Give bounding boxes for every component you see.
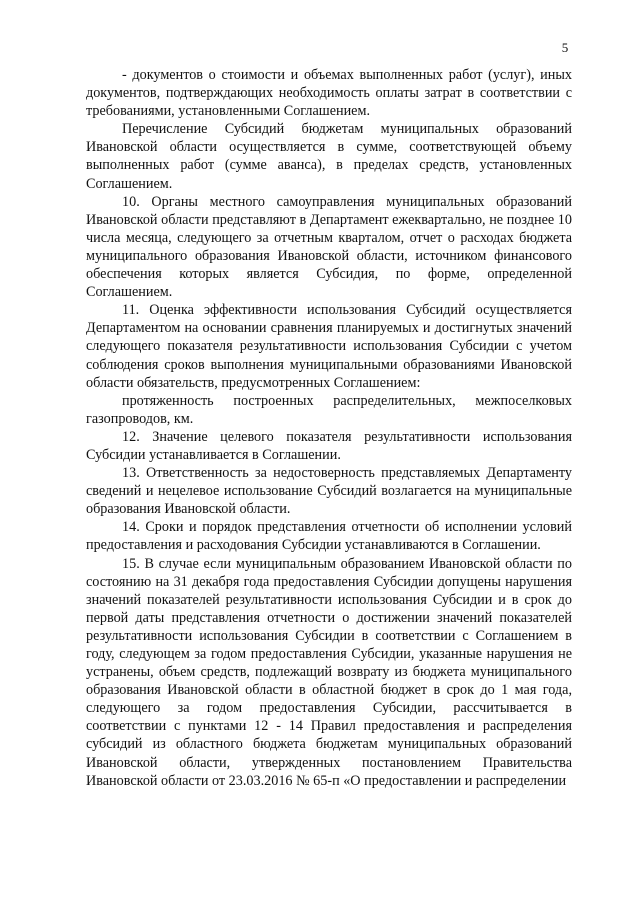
- paragraph-subsidy-transfer: Перечисление Субсидий бюджетам муниципальных образований Ивановской области осуществляется в сумме, соответствующей объему выполненных работ (сумме аванса), в пределах средств, установленных Соглашением.: [86, 121, 572, 192]
- paragraph-indicator: протяженность построенных распределительных, межпоселковых газопроводов, км.: [86, 392, 572, 427]
- paragraph-13-responsibility: 13. Ответственность за недостоверность представляемых Департаменту сведений и нецелевое использование Субсидий возлагается на муниципальные образования Ивановской области.: [86, 465, 572, 518]
- document-body: [86, 66, 572, 790]
- paragraph-15-violations: 15. В случае если муниципальным образованием Ивановской области по состоянию на 31 декабря года предоставления Субсидии допущены нарушения значений показателей результативности использования Субсидии и в срок до первой даты представления отчетности о достижении значений показателей результативности использования Субсидии в соответствии с Соглашением в году, следующем за годом предоставления Субсидии, указанные нарушения не устранены, объем средств, подлежащий возврату из бюджета муниципального образования Ивановской области в областной бюджет в срок до 1 мая года, следующего за годом предоставления Субсидии, рассчитывается в соответствии с пунктами 12 - 14 Правил предоставления и распределения субсидий из областного бюджета бюджетам муниципальных образований Ивановской области, утвержденных постановлением Правительства Ивановской области от 23.03.2016 № 65-п «О предоставлении и распределении: [86, 555, 572, 789]
- paragraph-12-target-value: 12. Значение целевого показателя результативности использования Субсидии устанавливается в Соглашении.: [86, 428, 572, 463]
- page-number: 5: [561, 40, 569, 55]
- paragraph-10-reporting: 10. Органы местного самоуправления муниципальных образований Ивановской области представляют в Департамент ежеквартально, не позднее 10 числа месяца, следующего за отчетным кварталом, отчет о расходах бюджета муниципального образования Ивановской области, источником финансового обеспечения которых является Субсидия, по форме, определенной Соглашением.: [86, 193, 572, 301]
- paragraph-14-deadlines: 14. Сроки и порядок представления отчетности об исполнении условий предоставления и расходования Субсидии устанавливаются в Соглашении.: [86, 519, 572, 554]
- paragraph-11-efficiency: 11. Оценка эффективности использования Субсидий осуществляется Департаментом на основании сравнения планируемых и достигнутых значений следующего показателя результативности использования Субсидии с учетом соблюдения сроков выполнения муниципальными образованиями Ивановской области обязательств, предусмотренных Соглашением:: [86, 302, 572, 391]
- paragraph-documents-list: - документов о стоимости и объемах выполненных работ (услуг), иных документов, подтверждающих необходимость оплаты затрат в соответствии с требованиями, установленными Соглашением.: [86, 67, 572, 120]
